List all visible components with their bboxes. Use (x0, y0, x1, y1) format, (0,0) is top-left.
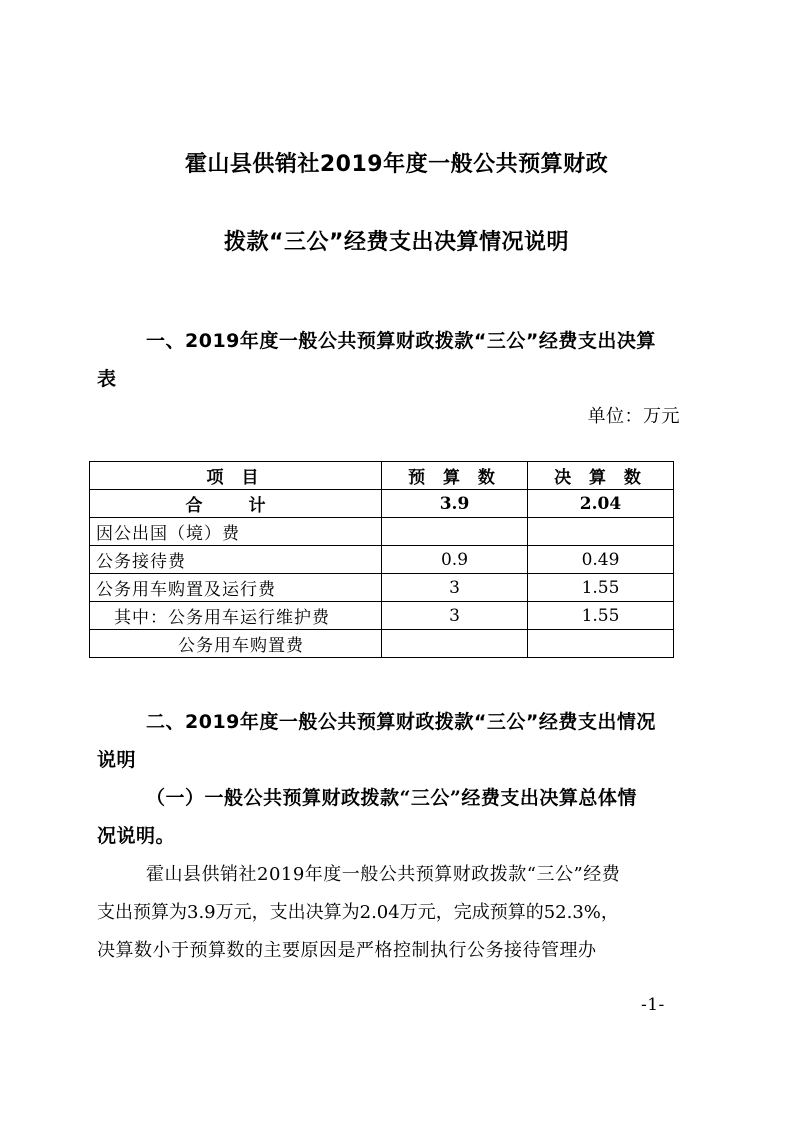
table-row (90, 518, 674, 546)
total-actual: 2.04 (528, 490, 674, 518)
header-budget: 预 算 数 (382, 462, 528, 490)
header-item: 项 目 (90, 462, 382, 490)
table-row (90, 602, 674, 630)
row-item: 其中：公务用车运行维护费 (90, 602, 382, 630)
row-item: 公务用车购置费 (90, 630, 382, 658)
row-actual: 0.49 (528, 546, 674, 574)
row-item: 公务用车购置及运行费 (90, 574, 382, 602)
table-total-row (90, 490, 674, 518)
subsection1-heading-cont: 况说明。 (97, 825, 176, 847)
row-budget (382, 630, 528, 658)
three-public-expenses-table (89, 461, 674, 658)
section2-heading: 二、2019年度一般公共预算财政拨款“三公”经费支出情况 (146, 711, 656, 733)
subsection1-heading: （一）一般公共预算财政拨款“三公”经费支出决算总体情 (146, 787, 637, 809)
document-title-line2: 拨款“三公”经费支出决算情况说明 (224, 230, 569, 255)
section1-heading: 一、2019年度一般公共预算财政拨款“三公”经费支出决算 (146, 330, 656, 352)
table-header-row (90, 462, 674, 490)
table-row (90, 546, 674, 574)
row-actual: 1.55 (528, 574, 674, 602)
row-actual (528, 630, 674, 658)
section2-heading-cont: 说明 (97, 749, 137, 771)
total-budget: 3.9 (382, 490, 528, 518)
paragraph-line: 决算数小于预算数的主要原因是严格控制执行公务接待管理办 (97, 940, 597, 961)
paragraph-line: 霍山县供销社2019年度一般公共预算财政拨款“三公”经费 (146, 864, 621, 885)
paragraph-line: 支出预算为3.9万元，支出决算为2.04万元，完成预算的52.3%， (97, 902, 619, 923)
row-item: 公务接待费 (90, 546, 382, 574)
table-row (90, 574, 674, 602)
page-number: -1- (641, 995, 665, 1015)
row-budget: 0.9 (382, 546, 528, 574)
row-budget: 3 (382, 602, 528, 630)
total-label: 合 计 (90, 490, 382, 518)
row-budget (382, 518, 528, 546)
table-row (90, 630, 674, 658)
section1-heading-cont: 表 (97, 368, 117, 390)
row-actual (528, 518, 674, 546)
row-budget: 3 (382, 574, 528, 602)
document-title-line1: 霍山县供销社2019年度一般公共预算财政 (184, 152, 609, 177)
row-actual: 1.55 (528, 602, 674, 630)
header-actual: 决 算 数 (528, 462, 674, 490)
unit-label: 单位：万元 (587, 406, 680, 427)
row-item: 因公出国（境）费 (90, 518, 382, 546)
